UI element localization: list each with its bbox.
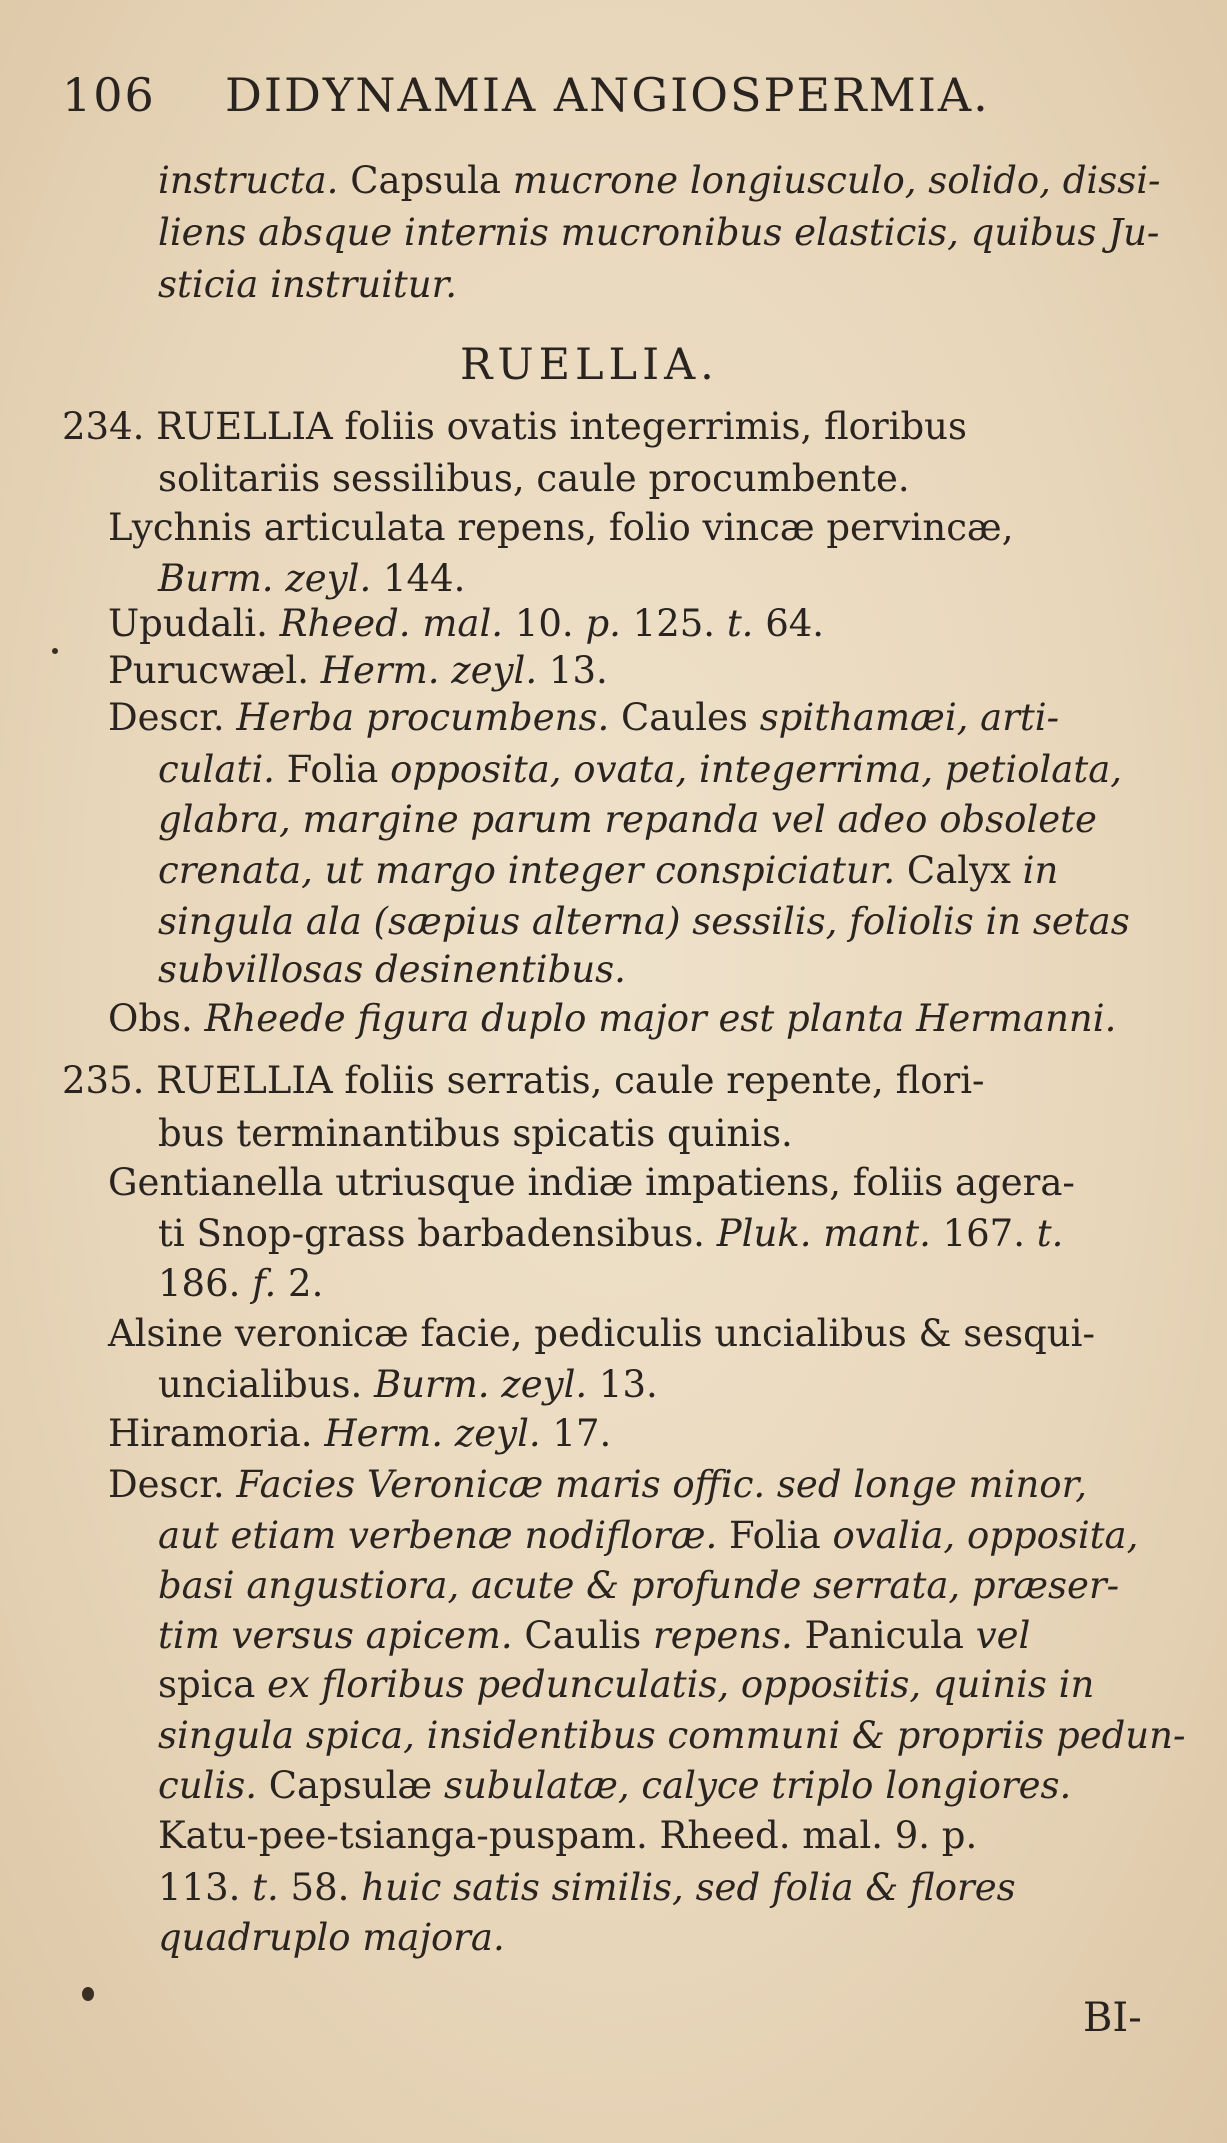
entry-line [108,649,608,692]
entry-line [158,1764,1072,1807]
text-run: 144. [371,557,466,600]
entry-line [108,1463,1087,1506]
text-run: Folia [717,1514,833,1557]
entry-line [108,997,1117,1040]
text-run: repens. [653,1614,793,1657]
text-run: 17. [540,1412,612,1455]
entry-line [108,602,825,645]
text-run: Descr. [108,696,237,739]
text-run: 235. RUELLIA foliis serratis, caule repente, flori- [62,1059,985,1102]
entry-line [158,900,1130,943]
text-run: solitariis sessilibus, caule procumbente. [158,457,910,500]
text-run: bus terminantibus spicatis quinis. [158,1112,793,1155]
entry-line [158,457,910,500]
text-run: Capsulæ [256,1764,444,1807]
text-run: 186. [158,1262,253,1305]
entry-line [158,557,466,600]
entry-line [158,1564,1120,1607]
text-run: basi angustiora, acute & profunde serrata, præser- [158,1564,1120,1607]
text-run: Lychnis articulata repens, folio vincæ pervincæ, [108,506,1014,549]
page-number: 106 [62,68,156,122]
entry-line [158,1363,658,1406]
entry-heading [62,405,967,448]
text-run: t. [1036,1212,1064,1255]
text-run: ex floribus pedunculatis, oppositis, quinis in [267,1663,1095,1706]
section-title: RUELLIA. [460,340,719,390]
text-run: in [1022,849,1059,892]
entry-line [158,1212,1064,1255]
text-run: Herm. zeyl. [324,1412,541,1455]
text-run: subvillosas desinentibus. [158,948,626,991]
text-run: Herba procumbens. [236,696,610,739]
intro-line [158,159,1161,202]
text-run: spithamæi, arti- [759,696,1060,739]
entry-line [108,506,1014,549]
text-run: Panicula [792,1614,976,1657]
entry-line [158,1714,1186,1757]
text-run: singula ala (sæpius alterna) sessilis, foliolis in setas [158,900,1130,943]
text-run: instructa. [158,159,339,202]
intro-line [158,263,458,306]
text-run: Folia [274,748,391,791]
text-run: sticia instruitur. [158,263,458,306]
text-run: Burm. zeyl. [158,557,372,600]
text-run: 2. [276,1262,324,1305]
text-run: liens absque internis mucronibus elasticis, quibus Ju- [158,211,1160,254]
text-run: quadruplo majora. [158,1916,505,1959]
text-run: culati. [158,748,275,791]
entry-line [158,1112,793,1155]
intro-line [158,211,1160,254]
text-run: culis. [158,1764,257,1807]
text-run: 125. [620,602,727,645]
entry-line [158,1614,1031,1657]
text-run: 64. [753,602,825,645]
text-run: uncialibus. [158,1363,374,1406]
text-run: Obs. [108,997,205,1040]
entry-line [108,1412,612,1455]
text-run: 234. RUELLIA foliis ovatis integerrimis, floribus [62,405,967,448]
entry-line [108,1161,1075,1204]
text-run: 58. [278,1866,362,1909]
entry-line [158,748,1123,791]
text-run: Purucwæl. [108,649,321,692]
entry-line [158,1916,505,1959]
text-run: Caulis [512,1614,654,1657]
entry-line [108,696,1060,739]
text-run: Rheed. mal. [279,602,504,645]
text-run: Hiramoria. [108,1412,325,1455]
text-run: 13. [537,649,608,692]
text-run: 113. [158,1866,253,1909]
entry-line [158,948,626,991]
text-run: Calyx [895,849,1023,892]
text-run: Burm. zeyl. [373,1363,588,1406]
entry-line [158,1663,1095,1706]
text-run: crenata, ut margo integer conspiciatur. [158,849,896,892]
text-run: spica [158,1663,268,1706]
text-run: Upudali. [108,602,280,645]
catchword: BI- [1083,1995,1142,2041]
text-run: subulatæ, calyce triplo longiores. [443,1764,1072,1807]
entry-heading [62,1059,985,1102]
text-run: ti Snop-grass barbadensibus. [158,1212,717,1255]
text-run: Katu-pee-tsianga-puspam. Rheed. mal. 9. p. [158,1814,978,1857]
text-run: vel [975,1614,1031,1657]
ink-speck [52,648,58,654]
text-run: Facies Veronicæ maris offic. sed longe minor, [236,1463,1087,1506]
entry-line [158,1814,978,1857]
ink-speck [82,1987,94,2001]
entry-line [158,1866,1016,1909]
text-run: Pluk. mant. [716,1212,931,1255]
text-run: Caules [609,696,760,739]
text-run: aut etiam verbenæ nodifloræ. [158,1514,718,1557]
entry-line [158,1514,1139,1557]
text-run: Rheede figura duplo major est planta Hermanni. [204,997,1117,1040]
text-run: Herm. zeyl. [320,649,538,692]
text-run: t. [252,1866,279,1909]
text-run: ovalia, opposita, [832,1514,1139,1557]
text-run: 10. [503,602,586,645]
text-run: Descr. [108,1463,237,1506]
text-run: 13. [587,1363,658,1406]
text-run: p. [585,602,621,645]
text-run: singula spica, insidentibus communi & propriis pedun- [158,1714,1186,1757]
text-run: glabra, margine parum repanda vel adeo obsolete [158,798,1097,841]
entry-line [158,1262,324,1305]
text-run: huic satis similis, sed folia & flores [361,1866,1016,1909]
text-run: t. [726,602,754,645]
text-run: Alsine veronicæ facie, pediculis uncialibus & sesqui- [108,1312,1095,1355]
running-title: DIDYNAMIA ANGIOSPERMIA. [225,68,990,122]
text-run: opposita, ovata, integerrima, petiolata, [390,748,1123,791]
entry-line [158,849,1059,892]
entry-line [108,1312,1095,1355]
text-run: Capsula [338,159,513,202]
entry-line [158,798,1097,841]
text-run: mucrone longiusculo, solido, dissi- [512,159,1161,202]
text-run: Gentianella utriusque indiæ impatiens, foliis agera- [108,1161,1075,1204]
text-run: 167. [930,1212,1037,1255]
text-run: tim versus apicem. [158,1614,513,1657]
text-run: f. [252,1262,277,1305]
